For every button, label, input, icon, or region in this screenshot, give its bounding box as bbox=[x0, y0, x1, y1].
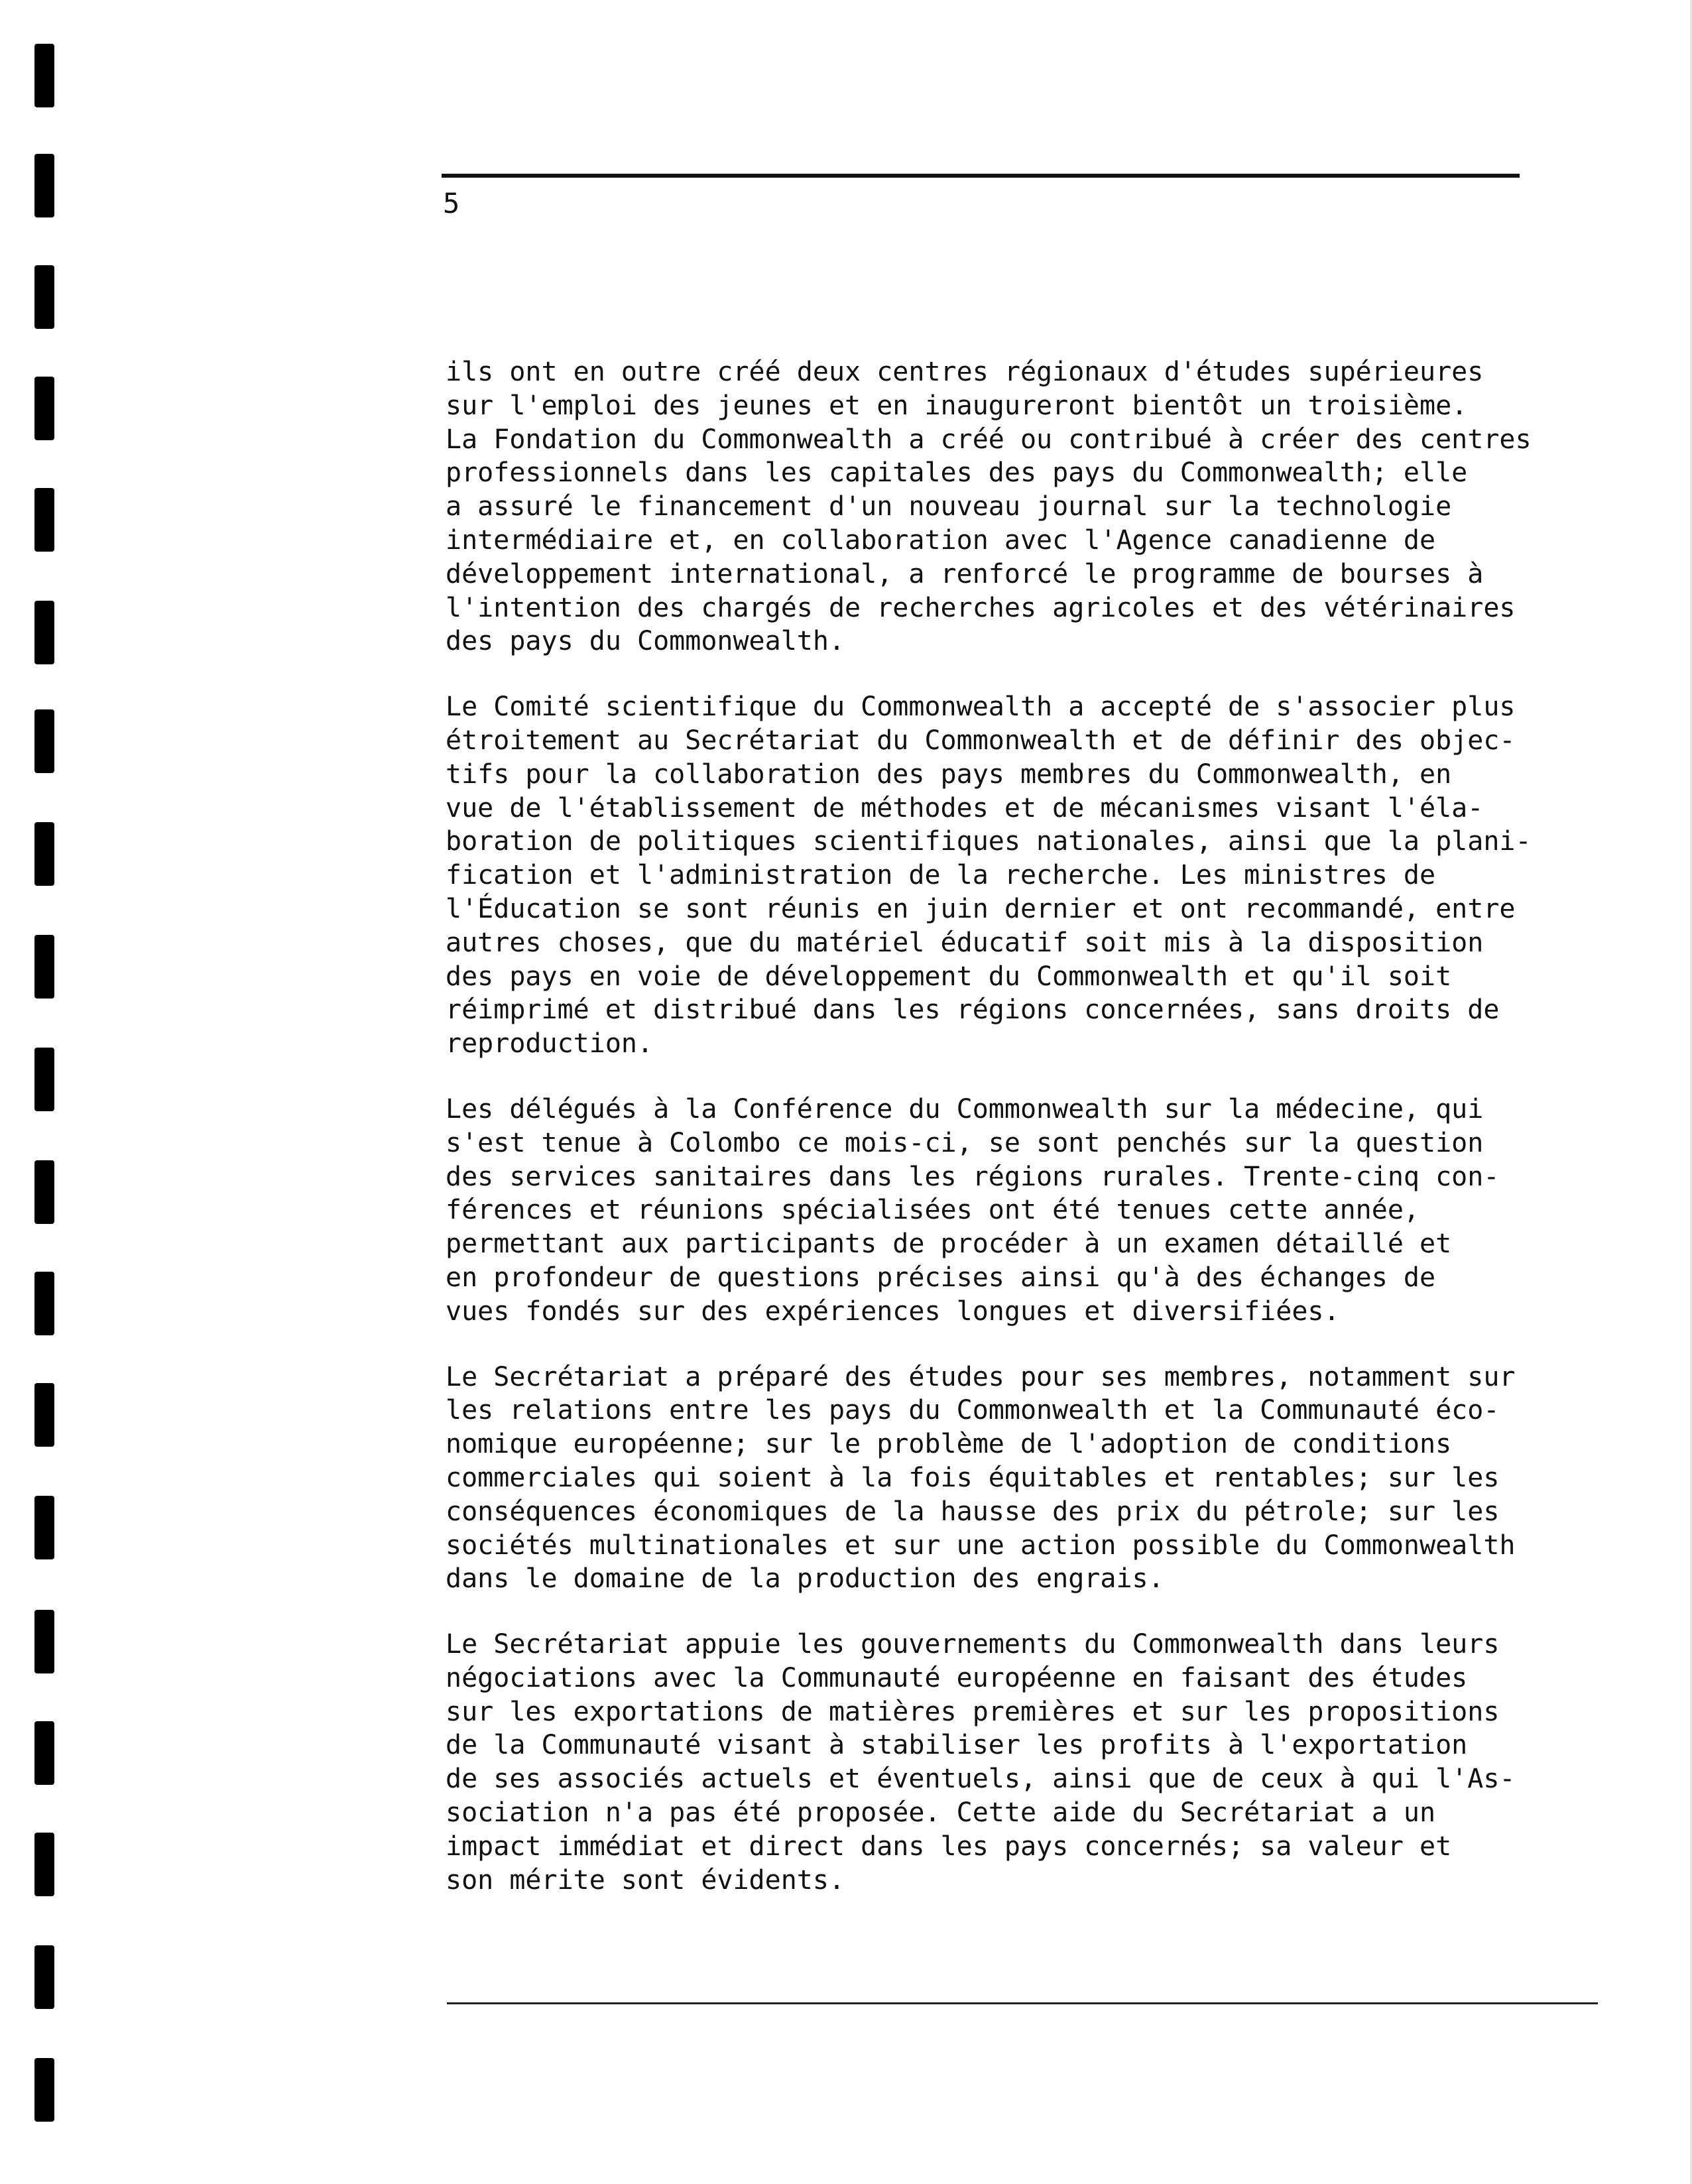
text-line: dans le domaine de la production des engrais. bbox=[446, 1563, 1164, 1595]
text-line: a assuré le financement d'un nouveau journal sur la technologie bbox=[446, 491, 1452, 522]
text-line: de la Communauté visant à stabiliser les profits à l'exportation bbox=[446, 1730, 1468, 1761]
text-line: Le Secrétariat a préparé des études pour ses membres, notamment sur bbox=[446, 1361, 1516, 1392]
punch-hole bbox=[34, 1272, 54, 1335]
punch-hole bbox=[34, 1721, 54, 1785]
text-line: son mérite sont évidents. bbox=[446, 1864, 845, 1896]
punch-hole bbox=[34, 1945, 54, 2009]
text-line: permettant aux participants de procéder à un examen détaillé et bbox=[446, 1229, 1452, 1260]
text-line: réimprimé et distribué dans les régions concernées, sans droits de bbox=[446, 995, 1500, 1026]
paragraph bbox=[446, 1628, 1586, 1897]
text-line: férences et réunions spécialisées ont été tenues cette année, bbox=[446, 1195, 1420, 1226]
text-line: vue de l'établissement de méthodes et de mécanismes visant l'éla- bbox=[446, 792, 1484, 823]
punch-hole bbox=[34, 1160, 54, 1224]
text-line: conséquences économiques de la hausse des prix du pétrole; sur les bbox=[446, 1496, 1500, 1527]
text-line: autres choses, que du matériel éducatif soit mis à la disposition bbox=[446, 927, 1484, 958]
header-rule bbox=[442, 174, 1520, 178]
text-line: s'est tenue à Colombo ce mois-ci, se sont penchés sur la question bbox=[446, 1127, 1484, 1158]
binder-punch-strip bbox=[0, 0, 80, 2184]
punch-hole bbox=[34, 601, 54, 664]
body-text bbox=[446, 355, 1586, 1929]
text-line: les relations entre les pays du Commonwealth et la Communauté éco- bbox=[446, 1395, 1500, 1426]
punch-hole bbox=[34, 44, 54, 107]
text-line: l'intention des chargés de recherches agricoles et des vétérinaires bbox=[446, 592, 1516, 623]
text-line: sur les exportations de matières premières et sur les propositions bbox=[446, 1696, 1500, 1727]
text-line: professionnels dans les capitales des pays du Commonwealth; elle bbox=[446, 457, 1468, 489]
footer-rule bbox=[447, 2002, 1598, 2004]
text-line: Le Secrétariat appuie les gouvernements du Commonwealth dans leurs bbox=[446, 1629, 1500, 1660]
text-line: l'Éducation se sont réunis en juin dernier et ont recommandé, entre bbox=[446, 893, 1516, 924]
text-line: fication et l'administration de la recherche. Les ministres de bbox=[446, 860, 1436, 891]
text-line: La Fondation du Commonwealth a créé ou contribué à créer des centres bbox=[446, 424, 1532, 455]
text-line: des pays du Commonwealth. bbox=[446, 626, 845, 657]
text-line: vues fondés sur des expériences longues et diversifiées. bbox=[446, 1296, 1340, 1327]
punch-hole bbox=[34, 154, 54, 217]
text-line: de ses associés actuels et éventuels, ainsi que de ceux à qui l'As- bbox=[446, 1764, 1516, 1795]
text-line: nomique européenne; sur le problème de l'adoption de conditions bbox=[446, 1429, 1452, 1460]
text-line: Les délégués à la Conférence du Commonwealth sur la médecine, qui bbox=[446, 1093, 1484, 1124]
text-line: tifs pour la collaboration des pays membres du Commonwealth, en bbox=[446, 758, 1452, 790]
punch-hole bbox=[34, 935, 54, 999]
punch-hole bbox=[34, 265, 54, 329]
paragraph bbox=[446, 1093, 1586, 1329]
punch-hole bbox=[34, 1610, 54, 1673]
page-number: 5 bbox=[443, 187, 460, 219]
punch-hole bbox=[34, 2058, 54, 2122]
text-line: boration de politiques scientifiques nationales, ainsi que la plani- bbox=[446, 826, 1532, 857]
punch-hole bbox=[34, 1833, 54, 1896]
punch-hole bbox=[34, 709, 54, 773]
text-line: ils ont en outre créé deux centres régionaux d'études supérieures bbox=[446, 357, 1484, 387]
paragraph bbox=[446, 690, 1586, 1061]
text-line: des pays en voie de développement du Commonwealth et qu'il soit bbox=[446, 961, 1452, 992]
text-line: impact immédiat et direct dans les pays concernés; sa valeur et bbox=[446, 1831, 1452, 1862]
text-line: reproduction. bbox=[446, 1028, 654, 1060]
text-line: des services sanitaires dans les régions rurales. Trente-cinq con- bbox=[446, 1161, 1500, 1192]
text-line: étroitement au Secrétariat du Commonwealth et de définir des objec- bbox=[446, 725, 1516, 756]
text-line: Le Comité scientifique du Commonwealth a accepté de s'associer plus bbox=[446, 692, 1516, 723]
text-line: sociation n'a pas été proposée. Cette aide du Secrétariat a un bbox=[446, 1797, 1436, 1829]
punch-hole bbox=[34, 1048, 54, 1111]
text-line: développement international, a renforcé le programme de bourses à bbox=[446, 558, 1484, 589]
punch-hole bbox=[34, 1496, 54, 1559]
punch-hole bbox=[34, 377, 54, 440]
punch-hole bbox=[34, 1383, 54, 1447]
punch-hole bbox=[34, 488, 54, 552]
text-line: négociations avec la Communauté européenne en faisant des études bbox=[446, 1662, 1468, 1693]
punch-hole bbox=[34, 822, 54, 886]
text-line: sociétés multinationales et sur une action possible du Commonwealth bbox=[446, 1530, 1516, 1561]
text-line: intermédiaire et, en collaboration avec l'Agence canadienne de bbox=[446, 524, 1436, 556]
text-line: sur l'emploi des jeunes et en inaugureront bientôt un troisième. bbox=[446, 390, 1468, 421]
text-line: commerciales qui soient à la fois équitables et rentables; sur les bbox=[446, 1462, 1500, 1493]
paragraph bbox=[446, 1361, 1586, 1597]
paragraph bbox=[446, 355, 1586, 658]
text-line: en profondeur de questions précises ainsi qu'à des échanges de bbox=[446, 1262, 1436, 1293]
